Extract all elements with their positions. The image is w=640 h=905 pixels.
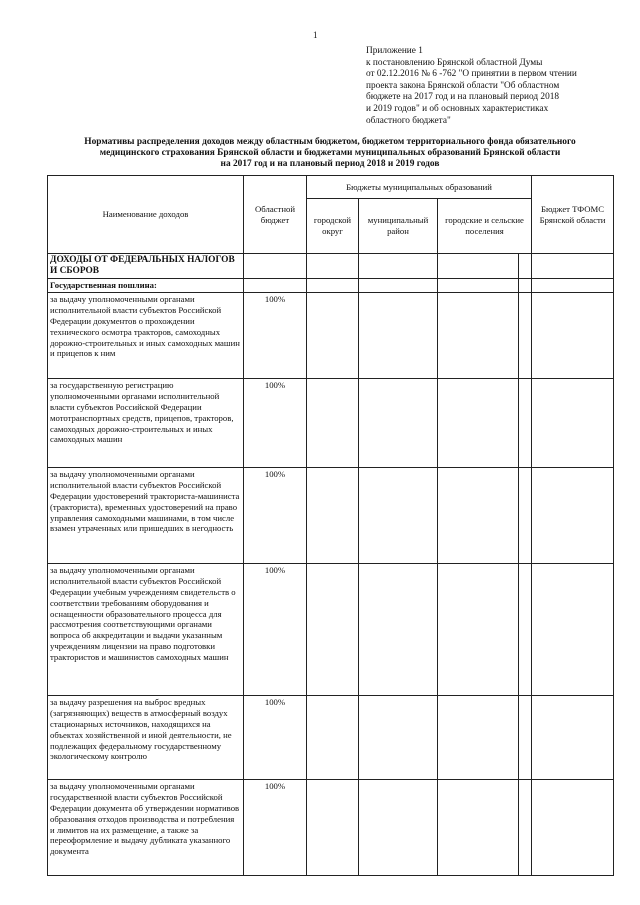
header-settlements: городские и сельские поселения — [438, 199, 532, 254]
row-name: за выдачу уполномоченными органами исполнительной власти субъектов Российской Федерации удостоверений тракториста-машиниста (тракториста), временных удостоверений на право управления самоходными машинами, в том числе взамен утраченных или пришедших в негодность — [48, 467, 244, 563]
title-line: Нормативы распределения доходов между областным бюджетом, бюджетом территориального фонда обязательного — [84, 137, 576, 147]
row-regional: 100% — [244, 467, 307, 563]
appendix-line: областного бюджета" — [366, 115, 451, 126]
row-regional: 100% — [244, 563, 307, 695]
top-mark: 1 — [313, 30, 318, 40]
row-name: за выдачу уполномоченными органами государственной власти субъектов Российской Федерации документа об утверждении нормативов образования отходов производства и потребления и лимитов на их размещение, а также за переоформление и выдачу дубликата указанного документа — [48, 779, 244, 875]
appendix-line: Приложение 1 — [366, 46, 423, 56]
title-line: медицинского страхования Брянской области и бюджетами муниципальных образований Брянской области — [99, 148, 561, 159]
appendix-line: бюджете на 2017 год и на плановый период 2018 — [366, 92, 560, 103]
row-regional: 100% — [244, 378, 307, 467]
row-name: за выдачу уполномоченными органами исполнительной власти субъектов Российской Федерации документов о прохождении технического осмотра тракторов, самоходных дорожно-строительных и иных самоходных машин и прицепов к ним — [48, 292, 244, 378]
row-regional: 100% — [244, 695, 307, 779]
revenue-table — [47, 175, 614, 876]
header-city-district: городской округ — [307, 199, 359, 254]
appendix-note — [366, 46, 628, 127]
row-regional: 100% — [244, 292, 307, 378]
row-name: за выдачу уполномоченными органами исполнительной власти субъектов Российской Федерации учебным учреждениям свидетельств о соответствии требованиям оборудования и оснащенности образовательного процесса для рассмотрения соответствующими органами вопроса об аккредитации и выдачи указанным учреждениям лицензии на право подготовки трактористов и машинистов самоходных машин — [48, 563, 244, 695]
appendix-line: к постановлению Брянской областной Думы — [366, 57, 543, 68]
appendix-line: и 2019 годов" и об основных характеристиках — [366, 103, 549, 114]
row-name: за государственную регистрацию уполномоченными органами исполнительной власти субъектов Российской Федерации мототранспортных средств, прицепов, тракторов, самоходных дорожно-строительных и иных самоходных машин — [48, 378, 244, 467]
title-line: на 2017 год и на плановый период 2018 и 2019 годов — [220, 159, 440, 170]
header-name: Наименование доходов — [48, 176, 244, 254]
header-tfoms: Бюджет ТФОМС Брянской области — [532, 176, 614, 254]
header-regional: Областной бюджет — [244, 176, 307, 254]
header-municipal-district: муниципальный район — [359, 199, 438, 254]
header-municipal: Бюджеты муниципальных образований — [307, 176, 532, 199]
row-regional: 100% — [244, 779, 307, 875]
row-name: за выдачу разрешения на выброс вредных (загрязняющих) веществ в атмосферный воздух стационарных источников, находящихся на объектах хозяйственной и иной деятельности, не подлежащих федеральному государственному экологическому контролю — [48, 695, 244, 779]
subsection-title: Государственная пошлина: — [48, 279, 244, 293]
document-title — [40, 137, 620, 171]
section-title: ДОХОДЫ ОТ ФЕДЕРАЛЬНЫХ НАЛОГОВ И СБОРОВ — [48, 254, 244, 279]
appendix-line: от 02.12.2016 № 6 -762 "О принятии в первом чтении — [366, 69, 577, 80]
appendix-line: проекта закона Брянской области "Об областном — [366, 80, 560, 91]
